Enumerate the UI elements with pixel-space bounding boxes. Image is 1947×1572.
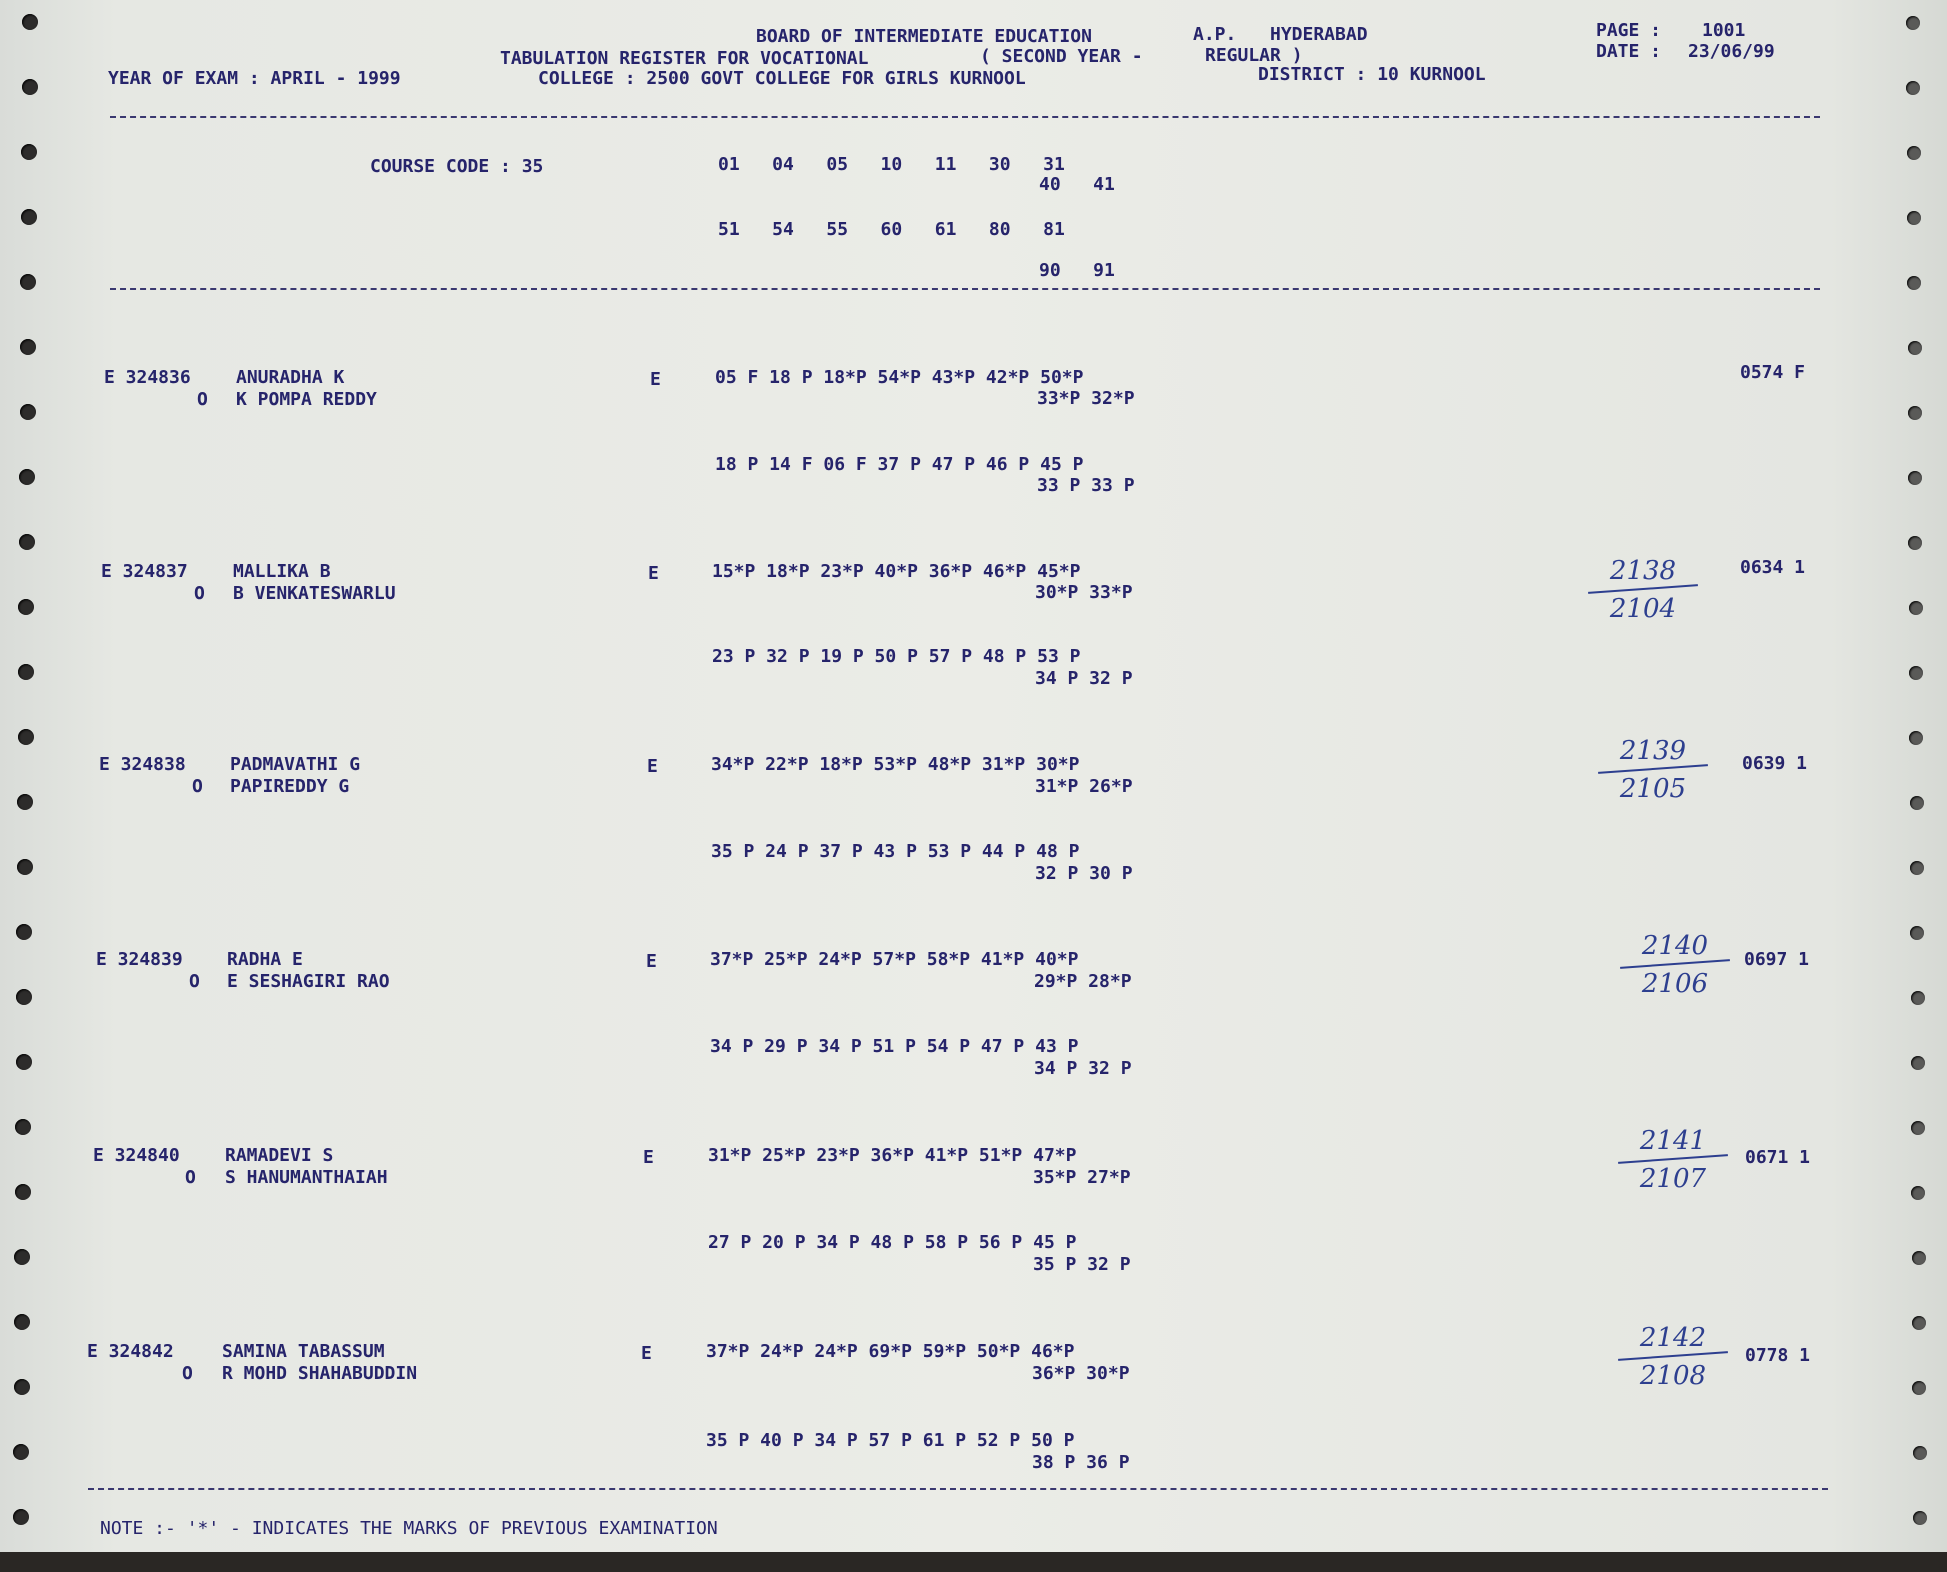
state-code: A.P. <box>1193 24 1237 45</box>
perforation-hole <box>15 1184 31 1200</box>
perforation-hole <box>16 924 32 940</box>
perforation-hole <box>21 144 37 160</box>
subject-codes-row2b: 90 91 <box>1039 260 1115 281</box>
perforation-hole <box>1910 861 1924 875</box>
perforation-hole <box>14 1314 30 1330</box>
course-code-label: COURSE CODE : 35 <box>370 156 544 177</box>
perforation-hole <box>14 1379 30 1395</box>
marks-row1b: 35*P 27*P <box>1033 1167 1131 1188</box>
divider-bottom <box>88 1488 1828 1490</box>
perforation-hole <box>17 794 33 810</box>
serial-bottom: 2105 <box>1619 774 1687 804</box>
perforation-hole <box>20 274 36 290</box>
total-result: 0671 1 <box>1745 1147 1811 1168</box>
serial-bottom: 2106 <box>1641 969 1709 999</box>
marks-row1: 34*P 22*P 18*P 53*P 48*P 31*P 30*P <box>711 754 1080 775</box>
parent-name: PAPIREDDY G <box>230 776 350 797</box>
page-label: PAGE : <box>1596 20 1662 41</box>
marks-row2b: 34 P 32 P <box>1034 1058 1132 1079</box>
marks-row1b: 30*P 33*P <box>1035 582 1133 603</box>
perforation-hole <box>22 79 38 95</box>
perforation-hole <box>1912 1251 1926 1265</box>
hall-ticket: E 324838 <box>99 754 186 775</box>
marks-row2b: 32 P 30 P <box>1035 863 1133 884</box>
marks-row1b: 31*P 26*P <box>1035 776 1133 797</box>
subject-codes-row2: 51 54 55 60 61 80 81 <box>718 219 1065 240</box>
marks-row2: 35 P 40 P 34 P 57 P 61 P 52 P 50 P <box>706 1430 1075 1451</box>
total-result: 0639 1 <box>1742 753 1808 774</box>
marks-row2b: 38 P 36 P <box>1032 1452 1130 1473</box>
marks-row2b: 33 P 33 P <box>1037 475 1135 496</box>
parent-code: O <box>194 583 205 604</box>
perforation-hole <box>13 1509 29 1525</box>
perforation-hole <box>20 404 36 420</box>
hall-ticket: E 324840 <box>93 1145 180 1166</box>
date-value: 23/06/99 <box>1688 41 1775 62</box>
marks-row2: 34 P 29 P 34 P 51 P 54 P 47 P 43 P <box>710 1036 1079 1057</box>
serial-top: 2139 <box>1619 736 1687 766</box>
perforation-hole <box>1907 276 1921 290</box>
perforation-hole <box>1911 1056 1925 1070</box>
marks-row1b: 29*P 28*P <box>1034 971 1132 992</box>
perforation-hole <box>13 1444 29 1460</box>
total-result: 0697 1 <box>1744 949 1810 970</box>
perforation-hole <box>17 859 33 875</box>
student-name: ANURADHA K <box>236 367 345 388</box>
divider-top <box>110 116 1820 118</box>
serial-top: 2142 <box>1639 1323 1707 1353</box>
student-name: SAMINA TABASSUM <box>222 1341 385 1362</box>
perforation-hole <box>1908 406 1922 420</box>
perforation-hole <box>1907 146 1921 160</box>
serial-top: 2138 <box>1609 556 1677 586</box>
board-title: BOARD OF INTERMEDIATE EDUCATION <box>756 26 1092 47</box>
marks-row2: 18 P 14 F 06 F 37 P 47 P 46 P 45 P <box>715 454 1084 475</box>
parent-code: O <box>192 776 203 797</box>
perforation-hole <box>21 209 37 225</box>
medium: E <box>647 756 658 777</box>
perforation-hole <box>16 989 32 1005</box>
marks-row2: 35 P 24 P 37 P 43 P 53 P 44 P 48 P <box>711 841 1080 862</box>
medium: E <box>643 1147 654 1168</box>
perforation-hole <box>15 1119 31 1135</box>
perforation-hole <box>1908 341 1922 355</box>
year-type: ( SECOND YEAR - <box>980 46 1143 67</box>
marks-row2: 23 P 32 P 19 P 50 P 57 P 48 P 53 P <box>712 646 1081 667</box>
perforation-hole <box>1909 666 1923 680</box>
marks-row2: 27 P 20 P 34 P 48 P 58 P 56 P 45 P <box>708 1232 1077 1253</box>
total-result: 0778 1 <box>1745 1345 1811 1366</box>
handwritten-serial <box>1598 736 1708 804</box>
date-label: DATE : <box>1596 41 1662 62</box>
perforation-hole <box>1906 81 1920 95</box>
district-info: DISTRICT : 10 KURNOOL <box>1258 64 1486 85</box>
parent-name: B VENKATESWARLU <box>233 583 396 604</box>
perforation-hole <box>1907 211 1921 225</box>
marks-row1: 31*P 25*P 23*P 36*P 41*P 51*P 47*P <box>708 1145 1077 1166</box>
marks-row1: 15*P 18*P 23*P 40*P 36*P 46*P 45*P <box>712 561 1081 582</box>
perforation-hole <box>1909 601 1923 615</box>
perforation-hole <box>1908 471 1922 485</box>
perforation-hole <box>1911 991 1925 1005</box>
student-name: PADMAVATHI G <box>230 754 361 775</box>
marks-row2b: 35 P 32 P <box>1033 1254 1131 1275</box>
perforation-hole <box>1913 1511 1927 1525</box>
perforation-hole <box>18 664 34 680</box>
total-result: 0634 1 <box>1740 557 1806 578</box>
medium: E <box>650 369 661 390</box>
perforation-hole <box>1906 16 1920 30</box>
college-info: COLLEGE : 2500 GOVT COLLEGE FOR GIRLS KURNOOL <box>538 68 1026 89</box>
serial-bottom: 2108 <box>1639 1361 1707 1391</box>
paper-edge <box>0 1552 1947 1572</box>
perforation-hole <box>20 339 36 355</box>
exam-year: YEAR OF EXAM : APRIL - 1999 <box>108 68 401 89</box>
hall-ticket: E 324842 <box>87 1341 174 1362</box>
perforation-hole <box>1908 536 1922 550</box>
perforation-hole <box>1910 796 1924 810</box>
subject-codes-row1b: 40 41 <box>1039 174 1115 195</box>
perforation-hole <box>1910 926 1924 940</box>
marks-row1b: 36*P 30*P <box>1032 1363 1130 1384</box>
regular-label: REGULAR ) <box>1205 45 1303 66</box>
perforation-hole <box>1909 731 1923 745</box>
hall-ticket: E 324836 <box>104 367 191 388</box>
perforation-hole <box>18 599 34 615</box>
serial-top: 2141 <box>1639 1126 1707 1156</box>
serial-bottom: 2104 <box>1609 594 1677 624</box>
parent-name: S HANUMANTHAIAH <box>225 1167 388 1188</box>
handwritten-serial <box>1618 1126 1728 1194</box>
student-name: RADHA E <box>227 949 303 970</box>
parent-code: O <box>185 1167 196 1188</box>
medium: E <box>648 563 659 584</box>
total-result: 0574 F <box>1740 362 1806 383</box>
subject-codes-row1: 01 04 05 10 11 30 31 <box>718 154 1065 175</box>
parent-name: R MOHD SHAHABUDDIN <box>222 1363 418 1384</box>
parent-code: O <box>189 971 200 992</box>
marks-row1: 37*P 25*P 24*P 57*P 58*P 41*P 40*P <box>710 949 1079 970</box>
hall-ticket: E 324839 <box>96 949 183 970</box>
parent-name: E SESHAGIRI RAO <box>227 971 390 992</box>
footer-note: NOTE :- '*' - INDICATES THE MARKS OF PREVIOUS EXAMINATION <box>100 1518 718 1539</box>
perforation-hole <box>19 534 35 550</box>
handwritten-serial <box>1620 931 1730 999</box>
medium: E <box>646 951 657 972</box>
serial-top: 2140 <box>1641 931 1709 961</box>
parent-code: O <box>197 389 208 410</box>
medium: E <box>641 1343 652 1364</box>
parent-name: K POMPA REDDY <box>236 389 377 410</box>
city: HYDERABAD <box>1270 24 1368 45</box>
marks-row1: 37*P 24*P 24*P 69*P 59*P 50*P 46*P <box>706 1341 1075 1362</box>
page-number: 1001 <box>1702 20 1746 41</box>
student-name: MALLIKA B <box>233 561 331 582</box>
marks-row2b: 34 P 32 P <box>1035 668 1133 689</box>
divider-course <box>110 288 1820 290</box>
marks-row1: 05 F 18 P 18*P 54*P 43*P 42*P 50*P <box>715 367 1084 388</box>
perforation-hole <box>1913 1446 1927 1460</box>
perforation-hole <box>18 729 34 745</box>
handwritten-serial <box>1588 556 1698 624</box>
perforation-hole <box>14 1249 30 1265</box>
student-name: RAMADEVI S <box>225 1145 334 1166</box>
hall-ticket: E 324837 <box>101 561 188 582</box>
perforation-hole <box>1911 1186 1925 1200</box>
parent-code: O <box>182 1363 193 1384</box>
register-title: TABULATION REGISTER FOR VOCATIONAL <box>500 48 869 69</box>
perforation-hole <box>1911 1121 1925 1135</box>
marks-row1b: 33*P 32*P <box>1037 388 1135 409</box>
perforation-hole <box>1912 1316 1926 1330</box>
handwritten-serial <box>1618 1323 1728 1391</box>
serial-bottom: 2107 <box>1639 1164 1707 1194</box>
perforation-hole <box>19 469 35 485</box>
perforation-hole <box>16 1054 32 1070</box>
perforation-hole <box>22 14 38 30</box>
perforation-hole <box>1912 1381 1926 1395</box>
